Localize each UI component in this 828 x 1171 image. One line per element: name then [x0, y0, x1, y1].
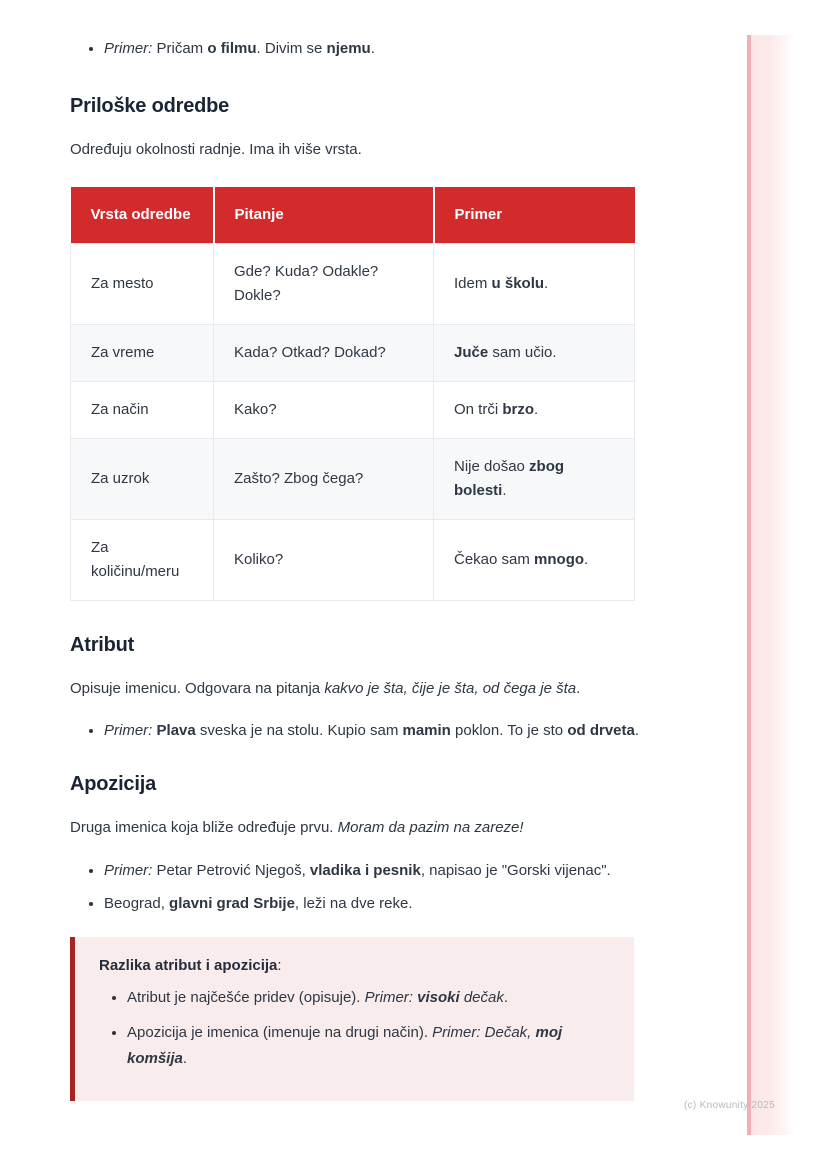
document-content — [70, 36, 715, 1101]
table-row — [71, 520, 635, 601]
primer-intro-list — [70, 36, 715, 62]
list-item: • Primer: Petar Petrović Njegoš, vladika i pesnik, napisao je "Gorski vijenac". — [104, 859, 704, 883]
callout-list — [99, 985, 610, 1072]
atribut-example-list — [70, 718, 715, 744]
section-heading-priloske-odredbe: Priloške odredbe — [70, 95, 230, 117]
cell-pitanje: Koliko? — [214, 520, 434, 601]
note-callout — [70, 937, 634, 1101]
cell-pitanje: Zašto? Zbog čega? — [214, 439, 434, 520]
cell-vrsta: Za mesto — [71, 244, 214, 325]
page-edge-stripe — [747, 35, 794, 1135]
column-header-vrsta: Vrsta odredbe — [71, 187, 214, 244]
list-item: • Atribut je najčešće pridev (opisuje). Primer: visoki dečak. — [127, 985, 602, 1011]
cell-primer: Nije došao zbog bolesti. — [434, 439, 635, 520]
cell-pitanje: Kada? Otkad? Dokad? — [214, 325, 434, 382]
list-item: • Apozicija je imenica (imenuje na drugi način). Primer: Dečak, moj komšija. — [127, 1020, 602, 1072]
column-header-primer: Primer — [434, 187, 635, 244]
section-heading-atribut: Atribut — [70, 634, 135, 656]
copyright-footer: (c) Knowunity 2025 — [683, 1100, 775, 1111]
cell-pitanje: Gde? Kuda? Odakle? Dokle? — [214, 244, 434, 325]
section-heading-apozicija: Apozicija — [70, 773, 156, 795]
cell-primer: Čekao sam mnogo. — [434, 520, 635, 601]
table-header-row — [71, 187, 635, 244]
list-item: • Primer: Pričam o filmu. Divim se njemu. — [104, 36, 704, 62]
callout-title: Razlika atribut i apozicija: — [99, 957, 282, 974]
cell-primer: Idem u školu. — [434, 244, 635, 325]
cell-vrsta: Za količinu/meru — [71, 520, 214, 601]
cell-vrsta: Za uzrok — [71, 439, 214, 520]
cell-primer: On trči brzo. — [434, 382, 635, 439]
atribut-intro-paragraph: Opisuje imenicu. Odgovara na pitanja kakvo je šta, čije je šta, od čega je šta. — [70, 680, 581, 697]
table-row — [71, 382, 635, 439]
cell-primer: Juče sam učio. — [434, 325, 635, 382]
list-item: • Primer: Plava sveska je na stolu. Kupio sam mamin poklon. To je sto od drveta. — [104, 718, 704, 744]
cell-vrsta: Za način — [71, 382, 214, 439]
apozicija-example-list — [70, 859, 715, 916]
column-header-pitanje: Pitanje — [214, 187, 434, 244]
priloske-intro-paragraph: Određuju okolnosti radnje. Ima ih više vrsta. — [70, 141, 362, 158]
cell-vrsta: Za vreme — [71, 325, 214, 382]
odredbe-table — [70, 187, 635, 601]
table-row — [71, 325, 635, 382]
list-item: • Beograd, glavni grad Srbije, leži na dve reke. — [104, 892, 704, 916]
table-row — [71, 244, 635, 325]
cell-pitanje: Kako? — [214, 382, 434, 439]
apozicija-intro-paragraph: Druga imenica koja bliže određuje prvu. Moram da pazim na zareze! — [70, 819, 524, 836]
table-row — [71, 439, 635, 520]
